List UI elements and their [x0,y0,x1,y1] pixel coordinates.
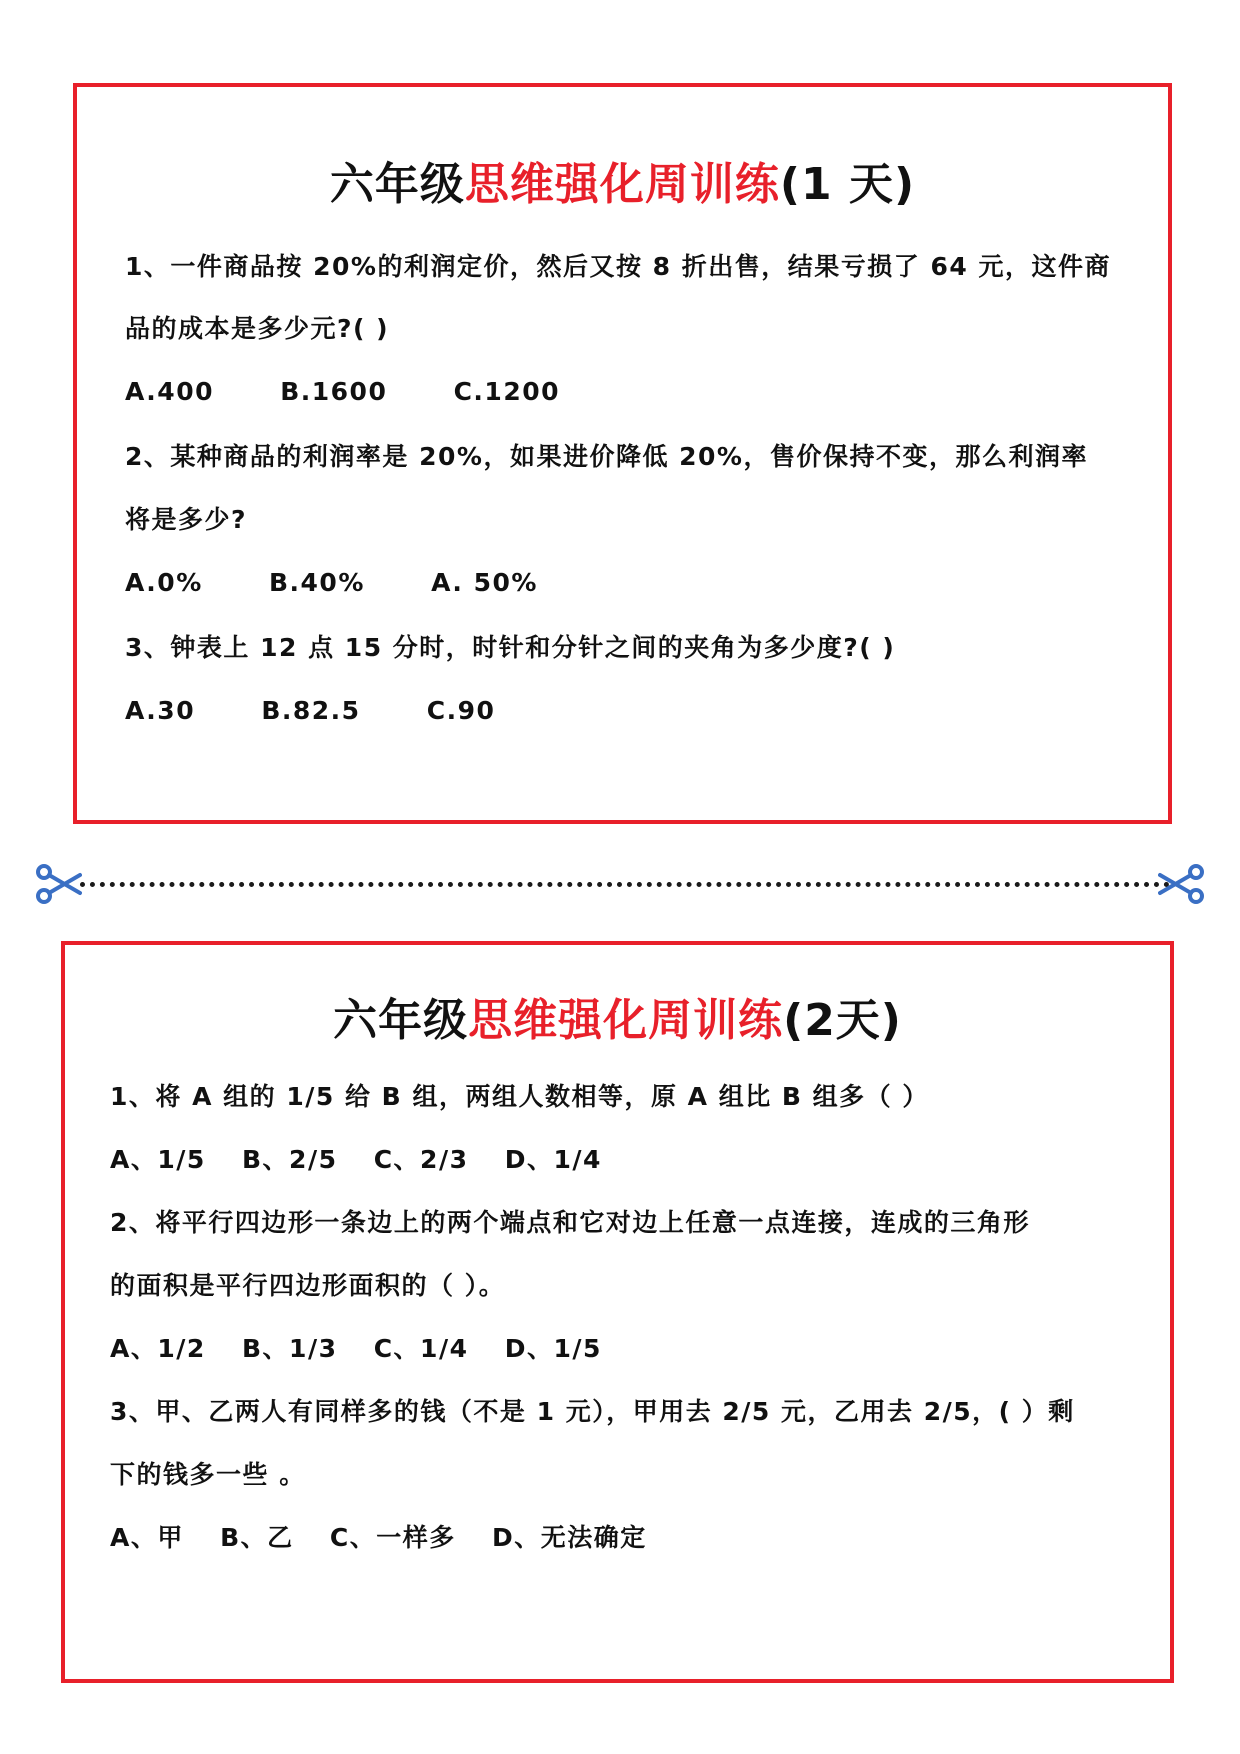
title-highlight: 思维强化周训练 [468,995,784,1046]
question-1-line-2: 品的成本是多少元?( ) [125,314,390,343]
option-a: A.0% [125,568,203,597]
option-d: D、1/4 [504,1145,602,1174]
question-3-line-1: 3、钟表上 12 点 15 分时，时针和分针之间的夹角为多少度?( ) [125,633,896,662]
option-c: C、一样多 [329,1523,456,1552]
scissors-icon [1158,862,1206,906]
question-2-line-2: 将是多少? [125,505,248,534]
option-a: A、1/5 [110,1145,206,1174]
scissors-icon [34,862,82,906]
question-3-options [110,1521,673,1555]
title-day: (2天) [783,995,902,1046]
option-b: B.1600 [280,377,388,406]
option-a: A、1/2 [110,1334,206,1363]
question-2-line-1: 2、某种商品的利润率是 20%，如果进价降低 20%，售价保持不变，那么利润率 [125,442,1088,471]
question-1-options [110,1143,628,1177]
option-b: B.82.5 [261,696,361,725]
title-grade: 六年级 [333,995,469,1046]
card-title [65,993,1170,1049]
option-c: C.90 [426,696,496,725]
question-2-line-2: 的面积是平行四边形面积的（ ）。 [110,1271,506,1300]
option-c: C、1/4 [373,1334,469,1363]
question-2-options [110,1332,628,1366]
option-a: A、甲 [110,1523,184,1552]
option-a: A.400 [125,377,214,406]
option-b: B.40% [268,568,365,597]
question-1-line-1: 1、一件商品按 20%的利润定价，然后又按 8 折出售，结果亏损了 64 元，这件商 [125,252,1111,281]
option-b: B、2/5 [242,1145,338,1174]
option-a: A.30 [125,696,196,725]
worksheet-card-day-1 [73,83,1172,824]
option-b: B、乙 [220,1523,294,1552]
question-2-line-1: 2、将平行四边形一条边上的两个端点和它对边上任意一点连接，连成的三角形 [110,1208,1030,1237]
option-c: C.1200 [453,377,561,406]
question-3-options [125,694,551,728]
option-d: D、1/5 [504,1334,602,1363]
option-d: D、无法确定 [491,1523,647,1552]
card-title [77,157,1168,213]
option-b: B、1/3 [242,1334,338,1363]
question-1-options [125,375,616,409]
cut-line [80,882,1170,887]
option-c: C、2/3 [373,1145,469,1174]
title-day: (1 天) [779,159,916,210]
worksheet-card-day-2 [61,941,1174,1683]
title-grade: 六年级 [329,159,465,210]
option-c: A. 50% [431,568,538,597]
question-1-line-1: 1、将 A 组的 1/5 给 B 组，两组人数相等，原 A 组比 B 组多（ ） [110,1082,929,1111]
title-highlight: 思维强化周训练 [464,159,780,210]
question-2-options [125,566,594,600]
question-3-line-1: 3、甲、乙两人有同样多的钱（不是 1 元），甲用去 2/5 元，乙用去 2/5，( ）剩 [110,1397,1075,1426]
question-3-line-2: 下的钱多一些 。 [110,1460,306,1489]
